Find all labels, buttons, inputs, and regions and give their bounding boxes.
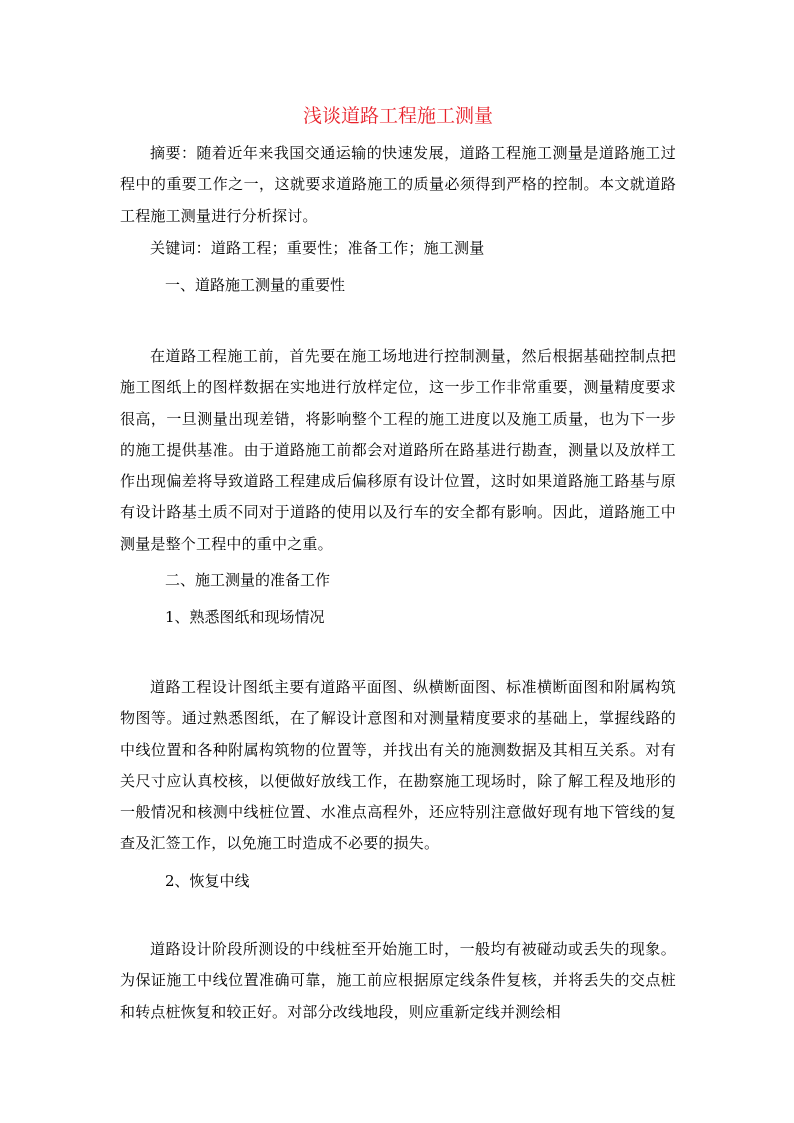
- subsection2-heading: 2、恢复中线: [165, 872, 250, 890]
- subsection1-body: 道路工程设计图纸主要有道路平面图、纵横断面图、标准横断面图和附属构筑物图等。通过熟悉图纸，在了解设计意图和对测量精度要求的基础上，掌握线路的中线位置和各种附属构筑物的位置等，并找出有关的施测数据及其相互关系。对有关尺寸应认真校核，以便做好放线工作，在勘察施工现场时，除了解工程及地形的一般情况和核测中线桩位置、水准点高程外，还应特别注意做好现有地下管线的复查及汇签工作，以免施工时造成不必要的损失。: [120, 678, 676, 853]
- section1-heading: 一、道路施工测量的重要性: [165, 276, 346, 294]
- subsection2-body: 道路设计阶段所测设的中线桩至开始施工时，一般均有被碰动或丢失的现象。为保证施工中线位置准确可靠，施工前应根据原定线条件复核，并将丢失的交点桩和转点桩恢复和较正好。对部分改线地段，则应重新定线并测绘相: [120, 940, 676, 1021]
- abstract-paragraph: 摘要：随着近年来我国交通运输的快速发展，道路工程施工测量是道路施工过程中的重要工作之一，这就要求道路施工的质量必须得到严格的控制。本文就道路工程施工测量进行分析探讨。: [120, 144, 676, 225]
- keywords-paragraph: 关键词：道路工程；重要性；准备工作；施工测量: [150, 239, 485, 257]
- section2-heading: 二、施工测量的准备工作: [165, 571, 331, 589]
- section1-body: 在道路工程施工前，首先要在施工场地进行控制测量，然后根据基础控制点把施工图纸上的图样数据在实地进行放样定位，这一步工作非常重要，测量精度要求很高，一旦测量出现差错，将影响整个工程的施工进度以及施工质量，也为下一步的施工提供基准。由于道路施工前都会对道路所在路基进行勘查，测量以及放样工作出现偏差将导致道路工程建成后偏移原有设计位置，这时如果道路施工路基与原有设计路基土质不同对于道路的使用以及行车的安全都有影响。因此，道路施工中测量是整个工程中的重中之重。: [120, 347, 676, 553]
- document-title: 浅谈道路工程施工测量: [302, 105, 493, 127]
- subsection1-heading: 1、熟悉图纸和现场情况: [165, 608, 325, 626]
